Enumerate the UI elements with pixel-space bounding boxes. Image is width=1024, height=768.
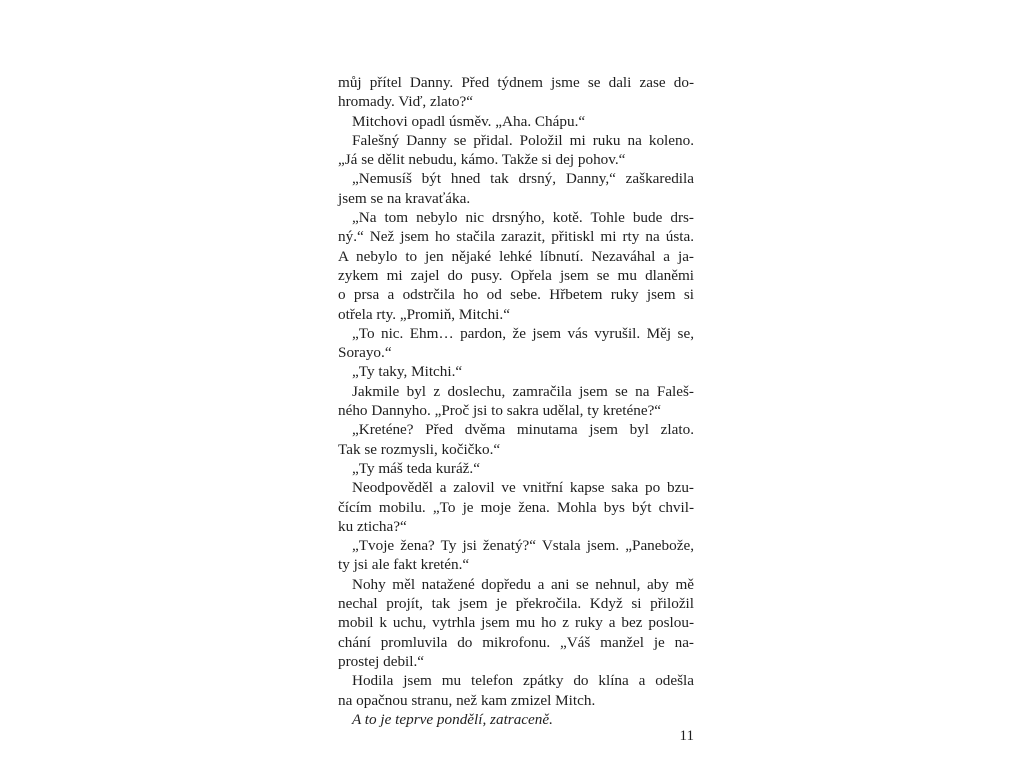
- text-line: Hodila jsem mu telefon zpátky do klína a odešla: [352, 672, 694, 690]
- text-line: „Tvoje žena? Ty jsi ženatý?“ Vstala jsem. „Panebože,: [352, 537, 694, 555]
- text-line: na opačnou stranu, než kam zmizel Mitch.: [338, 691, 596, 709]
- text-line: „To nic. Ehm… pardon, že jsem vás vyrušil. Měj se,: [352, 324, 694, 342]
- text-line: chání promluvila do mikrofonu. „Váš manžel je na-: [338, 633, 694, 651]
- body-text: [338, 73, 694, 729]
- page-number: 11: [679, 728, 694, 744]
- text-line: „Já se dělit nebudu, kámo. Takže si dej pohov.“: [338, 151, 626, 169]
- text-line: „Ty taky, Mitchi.“: [352, 363, 463, 381]
- text-line: ného Dannyho. „Proč jsi to sakra udělal, ty kreténe?“: [338, 402, 662, 420]
- text-line: ný.“ Než jsem ho stačila zarazit, přitiskl mi rty na ústa.: [338, 228, 694, 246]
- text-line: A to je teprve pondělí, zatraceně.: [352, 710, 553, 728]
- text-line: o prsa a odstrčila ho od sebe. Hřbetem ruky jsem si: [338, 286, 694, 304]
- text-line: čícím mobilu. „To je moje žena. Mohla bys být chvil-: [338, 498, 694, 516]
- text-line: ku zticha?“: [338, 517, 407, 535]
- text-line: Falešný Danny se přidal. Položil mi ruku na koleno.: [352, 131, 694, 149]
- text-line: „Kreténe? Před dvěma minutama jsem byl zlato.: [352, 421, 694, 439]
- text-line: Sorayo.“: [338, 344, 392, 362]
- text-line: prostej debil.“: [338, 652, 425, 670]
- text-line: otřela rty. „Promiň, Mitchi.“: [338, 305, 510, 323]
- text-line: „Na tom nebylo nic drsnýho, kotě. Tohle bude drs-: [352, 209, 694, 227]
- text-line: můj přítel Danny. Před týdnem jsme se dali zase do-: [338, 74, 694, 91]
- text-line: Nohy měl natažené dopředu a ani se nehnul, aby mě: [352, 575, 694, 593]
- text-line: hromady. Viď, zlato?“: [338, 93, 474, 111]
- text-line: A nebylo to jen nějaké lehké líbnutí. Nezaváhal a ja-: [338, 247, 694, 265]
- text-line: zykem mi zajel do pusy. Opřela jsem se mu dlaněmi: [338, 266, 694, 284]
- text-line: mobil k uchu, vytrhla jsem mu ho z ruky a bez poslou-: [338, 614, 694, 632]
- text-line: Mitchovi opadl úsměv. „Aha. Chápu.“: [352, 112, 586, 130]
- text-line: ty jsi ale fakt kretén.“: [338, 556, 470, 574]
- text-line: „Ty máš teda kuráž.“: [352, 459, 480, 477]
- text-line: nechal projít, tak jsem je překročila. Když si přiložil: [338, 595, 694, 613]
- text-line: Tak se rozmysli, kočičko.“: [338, 440, 501, 458]
- text-line: Neodpověděl a zalovil ve vnitřní kapse saka po bzu-: [352, 479, 694, 497]
- text-line: Jakmile byl z doslechu, zamračila jsem se na Faleš-: [352, 382, 694, 400]
- text-line: jsem se na kravaťáka.: [338, 189, 471, 207]
- text-line: „Nemusíš být hned tak drsný, Danny,“ zaškaredila: [352, 170, 694, 188]
